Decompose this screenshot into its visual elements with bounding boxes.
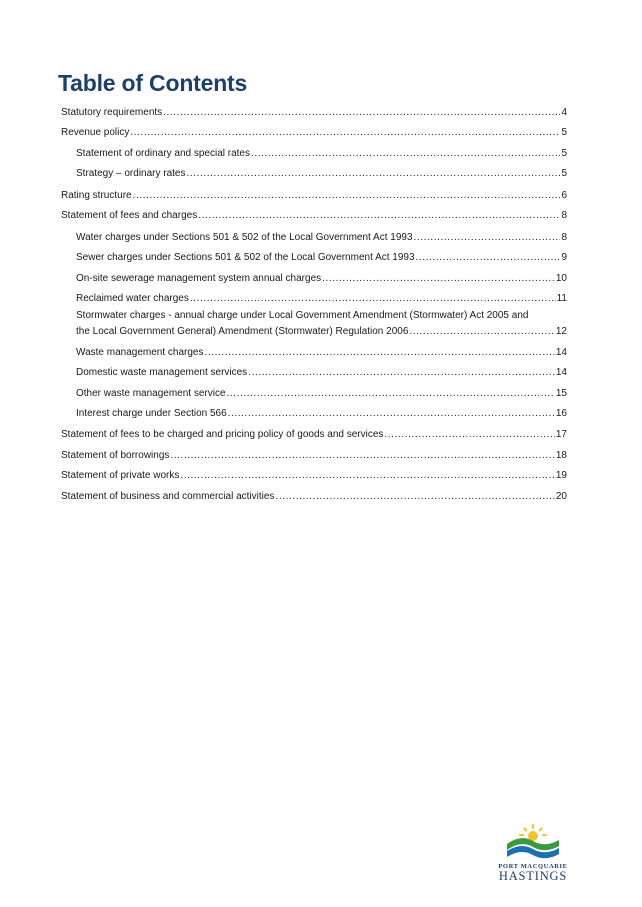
leader-dots	[322, 272, 555, 285]
toc-entry-text: Statutory requirements	[61, 107, 163, 118]
toc-entry[interactable]	[61, 346, 567, 359]
leader-dots	[133, 189, 561, 202]
toc-entry-text: Waste management charges	[76, 347, 204, 358]
toc-page-number: 5	[561, 127, 567, 138]
toc-entry-text: Statement of borrowings	[61, 450, 170, 461]
toc-entry-text: Strategy – ordinary rates	[76, 168, 186, 179]
toc-entry-text: Sewer charges under Sections 501 & 502 of the Local Government Act 1993	[76, 252, 415, 263]
toc-page-number: 14	[555, 347, 567, 358]
logo-text-port-macquarie: PORT MACQUARIE	[498, 863, 568, 870]
toc-entry-text-continued: the Local Government General) Amendment (Stormwater) Regulation 2006	[76, 326, 409, 337]
toc-entry[interactable]	[61, 407, 567, 420]
leader-dots	[170, 449, 554, 462]
toc-page-number: 17	[555, 429, 567, 440]
leader-dots	[275, 490, 554, 503]
toc-entry[interactable]	[61, 106, 567, 119]
toc-page-number: 6	[561, 190, 567, 201]
toc-entry[interactable]	[61, 469, 567, 482]
toc-entry[interactable]	[61, 272, 567, 285]
logo-text-hastings: HASTINGS	[498, 869, 568, 883]
leader-dots	[384, 428, 554, 441]
toc-entry-text: Statement of private works	[61, 470, 180, 481]
toc-page-number: 12	[555, 326, 567, 337]
toc-entry[interactable]	[61, 189, 567, 202]
toc-page-number: 11	[556, 293, 567, 304]
leader-dots	[130, 126, 560, 139]
toc-entry-text: Water charges under Sections 501 & 502 of the Local Government Act 1993	[76, 232, 413, 243]
leader-dots	[416, 251, 561, 264]
toc-page-number: 18	[555, 450, 567, 461]
page-title: Table of Contents	[58, 70, 248, 96]
toc-page-number: 19	[555, 470, 567, 481]
toc-page-number: 4	[561, 107, 567, 118]
toc-entry[interactable]	[61, 428, 567, 441]
toc-entry-text: Reclaimed water charges	[76, 293, 189, 304]
toc-page-number: 10	[555, 273, 567, 284]
leader-dots	[163, 106, 560, 119]
toc-entry-text: Statement of business and commercial activities	[61, 491, 275, 502]
toc-entry-text: Domestic waste management services	[76, 367, 248, 378]
toc-entry[interactable]	[61, 292, 567, 305]
toc-entry-text: Statement of ordinary and special rates	[76, 148, 250, 159]
leader-dots	[414, 231, 561, 244]
toc-entry[interactable]	[61, 209, 567, 222]
toc-entry-text: Statement of fees and charges	[61, 210, 198, 221]
toc-entry-text: Other waste management service	[76, 388, 226, 399]
council-logo	[493, 822, 573, 882]
toc-entry-text: Rating structure	[61, 190, 132, 201]
toc-entry[interactable]	[61, 366, 567, 379]
leader-dots	[248, 366, 555, 379]
leader-dots	[409, 325, 554, 338]
toc-entry[interactable]	[61, 231, 567, 244]
leader-dots	[204, 346, 554, 359]
leader-dots	[187, 167, 561, 180]
toc-entry[interactable]	[61, 251, 567, 264]
toc-page-number: 8	[561, 210, 567, 221]
toc-page-number: 20	[555, 491, 567, 502]
leader-dots	[190, 292, 556, 305]
leader-dots	[251, 147, 560, 160]
toc-entry-text: Revenue policy	[61, 127, 130, 138]
toc-entry-text: Stormwater charges - annual charge under Local Government Amendment (Stormwater) Act 2005 and	[76, 310, 529, 321]
toc-page-number: 16	[555, 408, 567, 419]
toc-page-number: 15	[555, 388, 567, 399]
leader-dots	[180, 469, 554, 482]
toc-entry[interactable]	[61, 167, 567, 180]
toc-entry[interactable]	[61, 309, 567, 338]
toc-page-number: 9	[561, 252, 567, 263]
toc-page-number: 8	[561, 232, 567, 243]
toc-page-number: 5	[561, 148, 567, 159]
toc-entry-text: Interest charge under Section 566	[76, 408, 227, 419]
toc-entry-text: Statement of fees to be charged and pricing policy of goods and services	[61, 429, 384, 440]
leader-dots	[198, 209, 560, 222]
toc-entry[interactable]	[61, 147, 567, 160]
toc-entry[interactable]	[61, 449, 567, 462]
toc-page-number: 14	[555, 367, 567, 378]
toc-entry[interactable]	[61, 490, 567, 503]
leader-dots	[227, 387, 555, 400]
sun-wave-icon	[493, 822, 573, 862]
toc-entry-text: On-site sewerage management system annual charges	[76, 273, 322, 284]
leader-dots	[228, 407, 555, 420]
toc-entry[interactable]	[61, 387, 567, 400]
toc-entry[interactable]	[61, 126, 567, 139]
toc-page-number: 5	[561, 168, 567, 179]
